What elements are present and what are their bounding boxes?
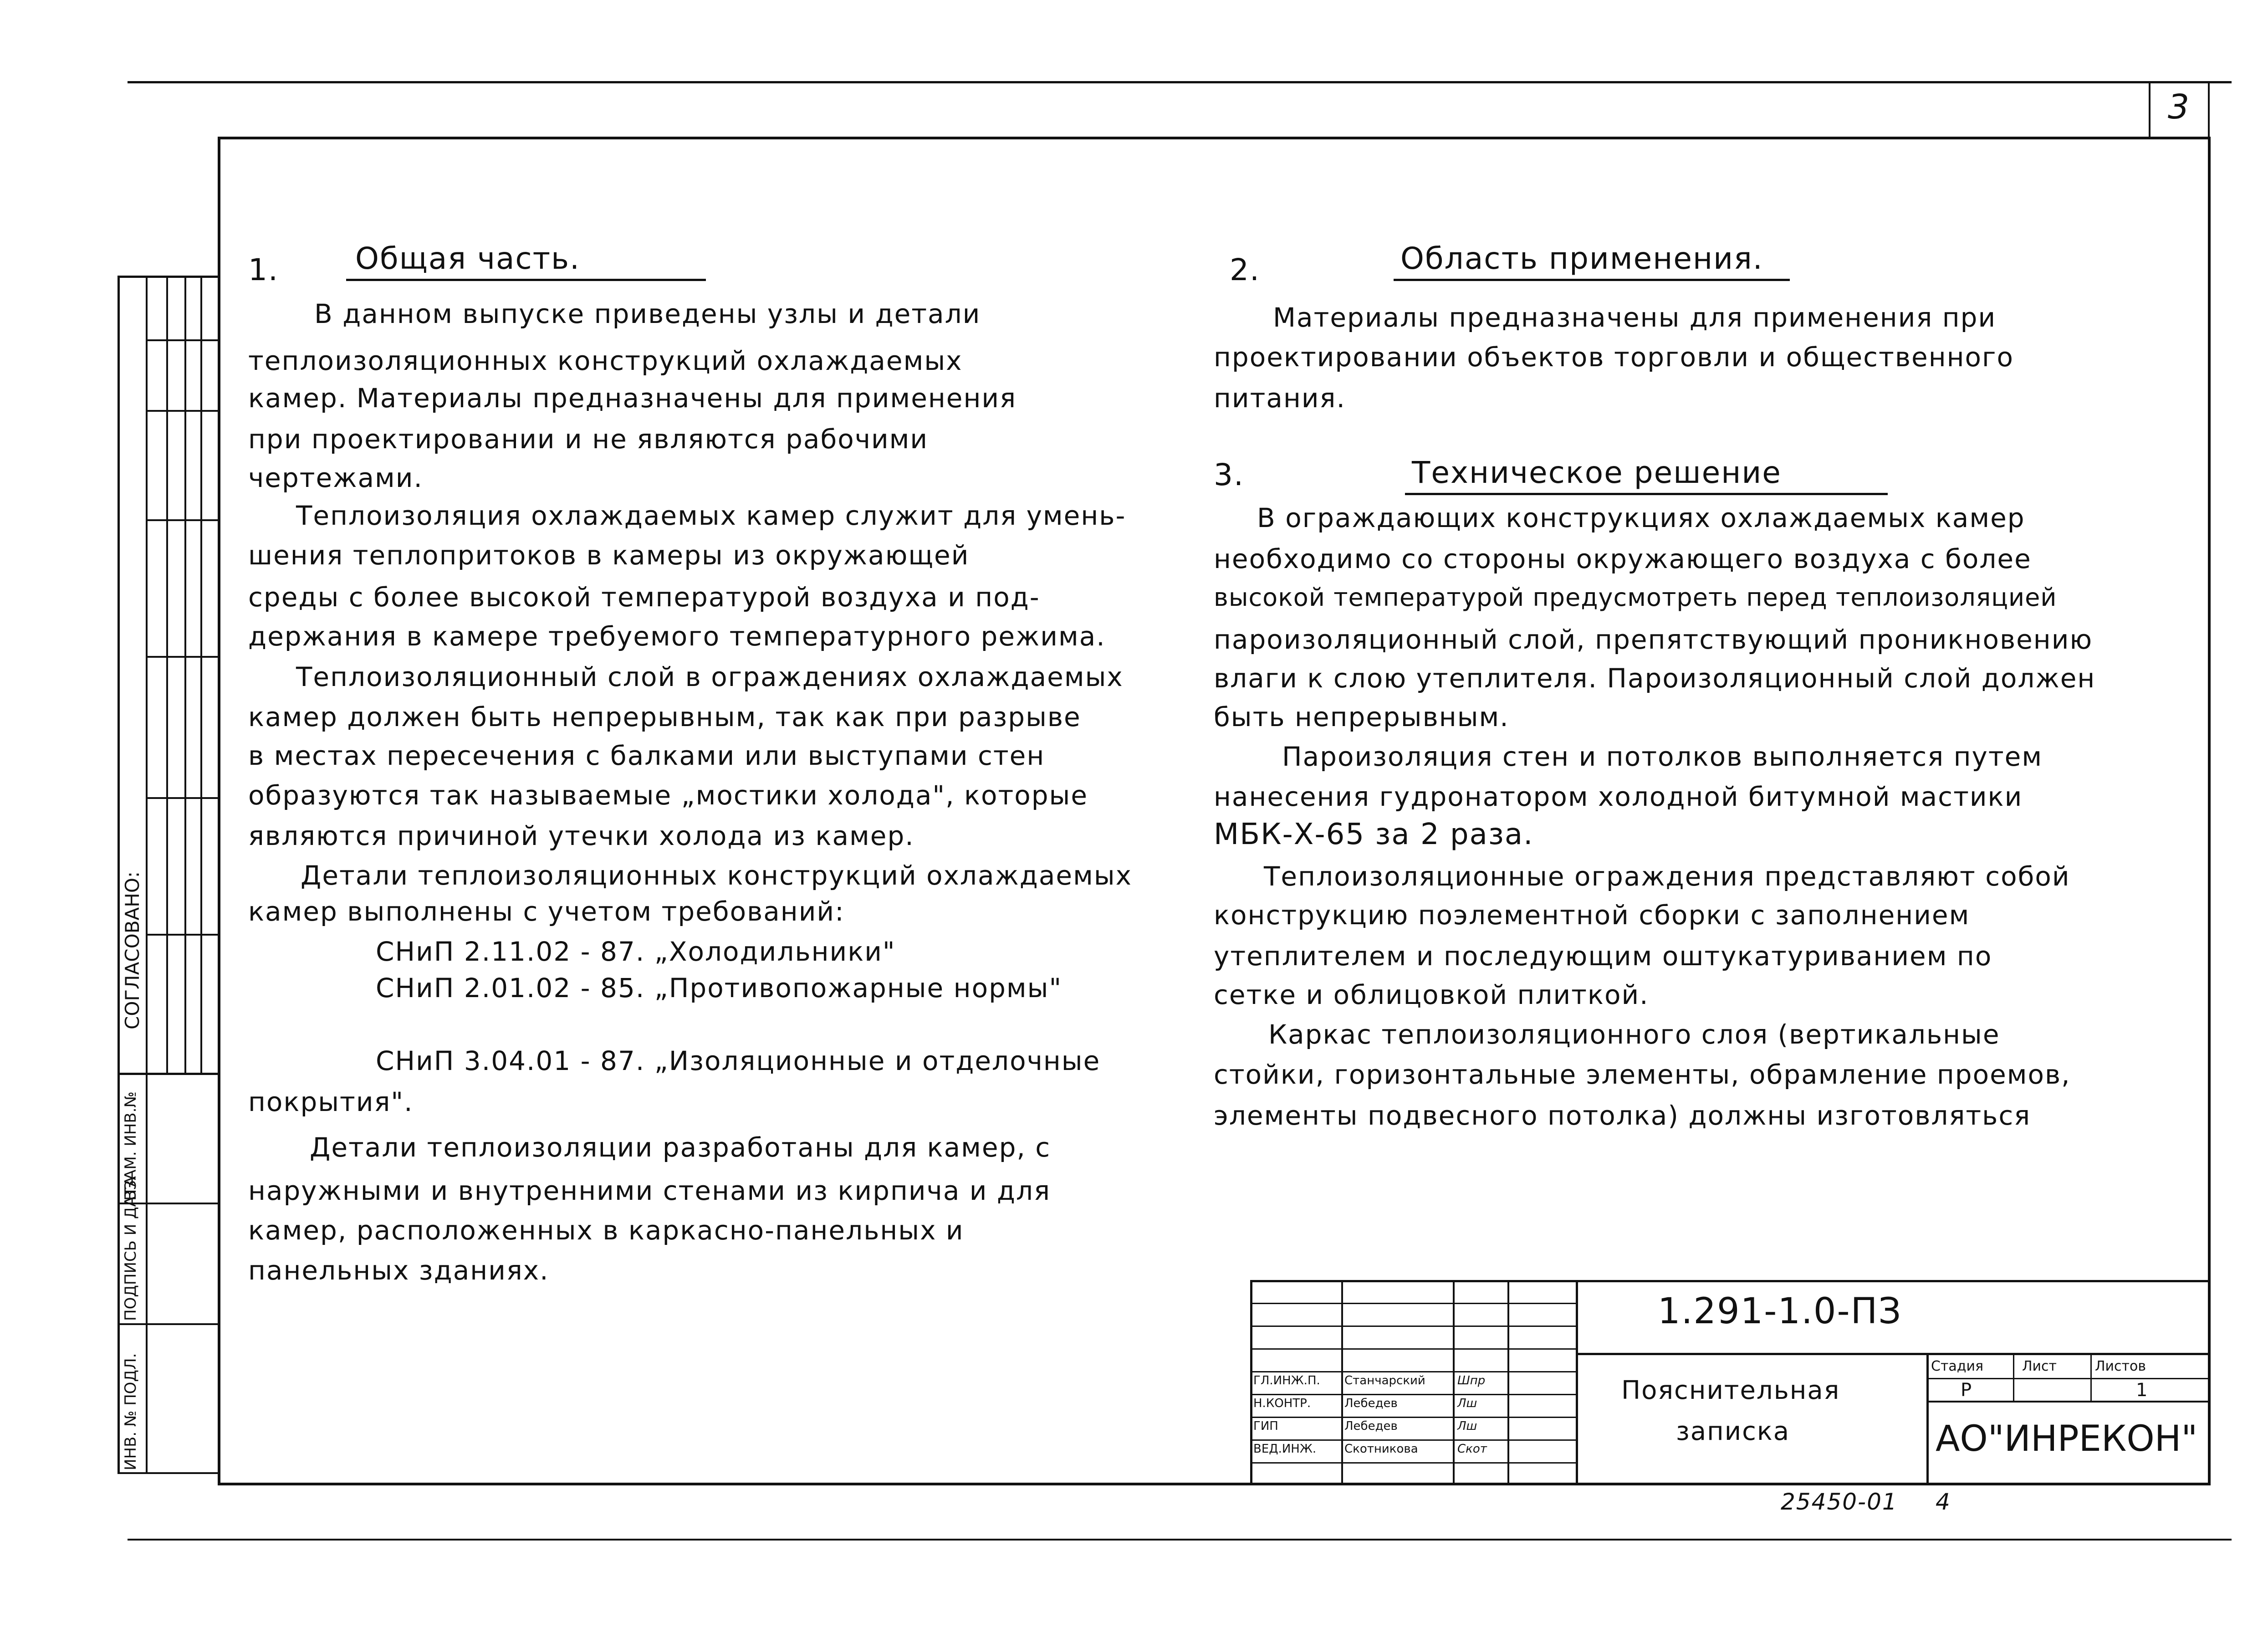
sheets-value: 1 bbox=[2136, 1380, 2148, 1401]
staff-sign-4: Скот bbox=[1457, 1442, 1487, 1456]
section1-end-line-2: наружными и внутренними стенами из кирпича и для bbox=[248, 1175, 1051, 1206]
section3-line-4: пароизоляционный слой, препятствующий проникновению bbox=[1214, 624, 2093, 655]
stage-value: Р bbox=[1961, 1380, 1972, 1401]
section2-line-2: проектировании объектов торговли и общественного bbox=[1214, 342, 2014, 373]
staff-role-3: ГИП bbox=[1253, 1419, 1278, 1433]
staff-name-1: Станчарский bbox=[1344, 1374, 1425, 1387]
tb-col-date bbox=[1507, 1280, 1509, 1485]
sheet-index: 4 bbox=[1936, 1489, 1951, 1515]
replace-inv-label: ВЗАМ. ИНВ.№ bbox=[122, 1091, 140, 1201]
bottom-border-line bbox=[128, 1539, 2232, 1541]
section1-line-5: чертежами. bbox=[248, 462, 423, 493]
tb-row-8 bbox=[1250, 1462, 1576, 1464]
section1-norm-1: СНиП 2.11.02 - 87. „Холодильники" bbox=[376, 936, 896, 967]
staff-role-2: Н.КОНТР. bbox=[1253, 1397, 1311, 1410]
stamp-strip-bottom bbox=[117, 1472, 219, 1474]
section1-end-line-1: Детали теплоизоляции разработаны для камер, с bbox=[310, 1132, 1051, 1163]
section2-number: 2. bbox=[1230, 252, 1260, 287]
section3-line-11: конструкцию поэлементной сборки с заполнением bbox=[1214, 900, 1970, 931]
section3-line-9: МБК-Х-65 за 2 раза. bbox=[1214, 818, 1534, 851]
section1-line-8: среды с более высокой температурой воздуха и под- bbox=[248, 582, 1040, 613]
section3-line-14: Каркас теплоизоляционного слоя (вертикальные bbox=[1268, 1019, 2000, 1050]
section3-line-6: быть непрерывным. bbox=[1214, 701, 1509, 732]
archive-number: 25450-01 bbox=[1781, 1489, 1898, 1515]
stamp-strip-row6 bbox=[146, 934, 219, 936]
stamp-strip-outer-left bbox=[117, 276, 120, 1474]
section1-line-12: в местах пересечения с балками или выступами стен bbox=[248, 740, 1045, 771]
tb-stage-header-bottom bbox=[1926, 1378, 2210, 1379]
tb-row-5 bbox=[1250, 1394, 1576, 1395]
document-title-line-2: записка bbox=[1676, 1417, 1790, 1446]
section1-line-2: теплоизоляционных конструкций охлаждаемых bbox=[248, 345, 963, 376]
tb-left bbox=[1250, 1280, 1252, 1485]
section2-line-1: Материалы предназначены для применения при bbox=[1273, 302, 1997, 333]
section1-norm-2: СНиП 2.01.02 - 85. „Противопожарные нормы" bbox=[376, 973, 1062, 1003]
top-border-line bbox=[128, 81, 2232, 83]
section3-line-16: элементы подвесного потолка) должны изготовляться bbox=[1214, 1100, 2031, 1131]
page-number-box-right bbox=[2208, 81, 2210, 137]
section3-line-10: Теплоизоляционные ограждения представляют собой bbox=[1264, 861, 2070, 892]
section3-line-3: высокой температурой предусмотреть перед теплоизоляцией bbox=[1214, 583, 2057, 612]
section2-heading-underline bbox=[1394, 279, 1790, 281]
tb-stage-col-2 bbox=[2090, 1353, 2092, 1401]
tb-col-sign bbox=[1453, 1280, 1455, 1485]
staff-sign-2: Лш bbox=[1457, 1397, 1477, 1410]
stamp-strip-row7 bbox=[117, 1073, 219, 1075]
organization-name: АО"ИНРЕКОН" bbox=[1936, 1418, 2198, 1459]
agreed-stamp-label: СОГЛАСОВАНО: bbox=[121, 871, 143, 1029]
section3-line-2: необходимо со стороны окружающего воздуха с более bbox=[1214, 543, 2032, 574]
main-frame-left bbox=[218, 137, 220, 1485]
section3-heading-underline bbox=[1405, 493, 1888, 495]
section1-line-6: Теплоизоляция охлаждаемых камер служит для умень- bbox=[296, 500, 1126, 531]
section1-line-14: являются причиной утечки холода из камер. bbox=[248, 820, 914, 851]
stamp-strip-row5 bbox=[146, 797, 219, 799]
page-number-box-left bbox=[2149, 81, 2151, 137]
section1-norm-3: СНиП 3.04.01 - 87. „Изоляционные и отделочные bbox=[376, 1045, 1101, 1076]
section1-line-10: Теплоизоляционный слой в ограждениях охлаждаемых bbox=[296, 661, 1124, 692]
section1-norm-3-cont: покрытия". bbox=[248, 1086, 414, 1117]
staff-role-4: ВЕД.ИНЖ. bbox=[1253, 1442, 1317, 1456]
staff-sign-1: Шпр bbox=[1457, 1374, 1486, 1387]
document-title-line-1: Пояснительная bbox=[1621, 1376, 1840, 1405]
tb-row-3 bbox=[1250, 1348, 1576, 1350]
section1-line-4: при проектировании и не являются рабочими bbox=[248, 424, 929, 455]
main-frame-right bbox=[2208, 137, 2211, 1485]
tb-top bbox=[1250, 1280, 2210, 1282]
section3-line-7: Пароизоляция стен и потолков выполняется путем bbox=[1282, 741, 2043, 772]
stamp-strip-row9 bbox=[117, 1323, 219, 1325]
section1-heading-underline bbox=[346, 279, 706, 281]
stamp-strip-col3 bbox=[184, 276, 186, 1073]
section1-end-line-3: камер, расположенных в каркасно-панельных и bbox=[248, 1215, 964, 1246]
stamp-strip-col4 bbox=[200, 276, 202, 1073]
section1-line-16: камер выполнены с учетом требований: bbox=[248, 896, 845, 927]
stamp-strip-col2 bbox=[166, 276, 168, 1073]
tb-row-2 bbox=[1250, 1326, 1576, 1327]
section1-line-7: шения теплопритоков в камеры из окружающей bbox=[248, 540, 970, 571]
document-designation: 1.291-1.0-ПЗ bbox=[1658, 1291, 1902, 1332]
staff-role-1: ГЛ.ИНЖ.П. bbox=[1253, 1374, 1320, 1387]
tb-row-1 bbox=[1250, 1303, 1576, 1304]
staff-name-4: Скотникова bbox=[1344, 1442, 1418, 1456]
section1-line-11: камер должен быть непрерывным, так как при разрыве bbox=[248, 701, 1081, 732]
sheets-header: Листов bbox=[2095, 1358, 2146, 1374]
section1-end-line-4: панельных зданиях. bbox=[248, 1255, 549, 1286]
stamp-strip-row2 bbox=[146, 410, 219, 412]
stage-header: Стадия bbox=[1931, 1358, 1984, 1374]
section3-line-1: В ограждающих конструкциях охлаждаемых камер bbox=[1257, 502, 2025, 533]
sign-date-label: ПОДПИСЬ И ДАТА bbox=[122, 1176, 140, 1321]
tb-row-4 bbox=[1250, 1371, 1576, 1372]
stamp-strip-row1 bbox=[146, 339, 219, 341]
section2-heading: Область применения. bbox=[1400, 241, 1763, 276]
section1-line-1: В данном выпуске приведены узлы и детали bbox=[314, 298, 981, 329]
tb-row-6 bbox=[1250, 1417, 1576, 1418]
section1-line-9: держания в камере требуемого температурного режима. bbox=[248, 621, 1106, 652]
tb-row-7 bbox=[1250, 1439, 1576, 1441]
staff-sign-3: Лш bbox=[1457, 1419, 1477, 1433]
section3-line-12: утеплителем и последующим оштукатуриванием по bbox=[1214, 941, 1992, 972]
section1-line-3: камер. Материалы предназначены для применения bbox=[248, 383, 1017, 414]
section3-line-8: нанесения гудронатором холодной битумной мастики bbox=[1214, 781, 2023, 812]
tb-stage-col-1 bbox=[2013, 1353, 2014, 1401]
stamp-strip-col1 bbox=[146, 276, 148, 1474]
section3-heading: Техническое решение bbox=[1412, 455, 1782, 490]
tb-col-main bbox=[1576, 1280, 1578, 1485]
tb-col-name bbox=[1341, 1280, 1343, 1485]
inv-orig-label: ИНВ. № ПОДЛ. bbox=[122, 1353, 140, 1470]
section3-number: 3. bbox=[1214, 457, 1244, 492]
main-frame-top bbox=[218, 137, 2210, 139]
tb-stage-values-bottom bbox=[1926, 1401, 2210, 1403]
staff-name-2: Лебедев bbox=[1344, 1397, 1398, 1410]
section2-line-3: питания. bbox=[1214, 383, 1346, 414]
stamp-strip-row3 bbox=[146, 519, 219, 521]
page-number: 3 bbox=[2168, 87, 2191, 127]
sheet-header: Лист bbox=[2022, 1358, 2057, 1374]
stamp-strip-top bbox=[117, 276, 219, 278]
main-frame-bottom bbox=[218, 1483, 2211, 1485]
section3-line-15: стойки, горизонтальные элементы, обрамление проемов, bbox=[1214, 1059, 2071, 1090]
section1-line-13: образуются так называемые „мостики холода", которые bbox=[248, 780, 1088, 811]
stamp-strip-row4 bbox=[146, 656, 219, 658]
section3-line-13: сетке и облицовкой плиткой. bbox=[1214, 979, 1649, 1010]
section1-number: 1. bbox=[248, 252, 279, 287]
tb-stage-left bbox=[1926, 1353, 1929, 1485]
staff-name-3: Лебедев bbox=[1344, 1419, 1398, 1433]
section1-line-15: Детали теплоизоляционных конструкций охлаждаемых bbox=[301, 860, 1132, 891]
section3-line-5: влаги к слою утеплителя. Пароизоляционный слой должен bbox=[1214, 663, 2096, 694]
tb-designation-bottom bbox=[1576, 1353, 2210, 1355]
section1-heading: Общая часть. bbox=[355, 241, 580, 276]
